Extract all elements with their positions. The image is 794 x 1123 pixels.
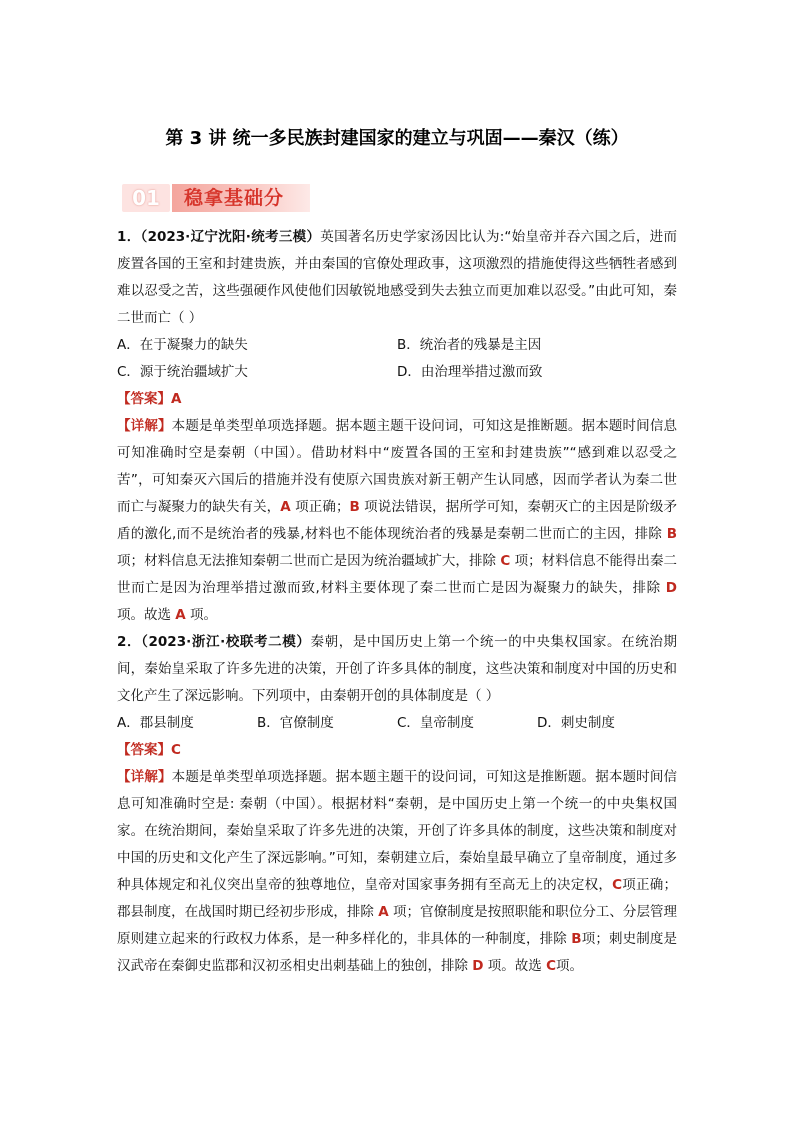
explanation-text: 项。故选 [483,958,547,974]
section-number: 01 [132,186,160,210]
option-ref: A [175,607,186,623]
explanation-text: 项；官僚制度是按照职能和职位分工、分层管理原则建立起来的行政权力体系，是一种多样化的，非具体的一种制度，排除 [117,904,677,947]
question-2-options [117,710,677,737]
explanation-label: 【详解】 [117,769,172,785]
option-ref: B [571,931,582,947]
option-c: C．源于统治疆域扩大 [117,364,248,380]
option-a: A．郡县制度 [117,715,194,731]
question-text: 英国著名历史学家汤因比认为:“始皇帝并吞六国之后，进而废置各国的王室和封建贵族，并由秦国的官僚处理政事，这项激烈的措施使得这些牺牲者感到难以忍受之苦，这些强硬作风使他们因敏锐地感受到失去独立而更加难以忍受。”由此可知，秦二世而亡（ ） [117,229,677,326]
question-text: 秦朝，是中国历史上第一个统一的中央集权国家。在统治期间，秦始皇采取了许多先进的决策，开创了许多具体的制度，这些决策和制度对中国的历史和文化产生了深远影响。下列项中，由秦朝开创的具体制度是（ ） [117,634,677,704]
question-1-explanation [117,413,677,629]
option-d: D．由治理举措过激而致 [397,364,543,380]
answer-value: C [171,742,181,758]
option-a: A．在于凝聚力的缺失 [117,337,248,353]
question-content [117,224,677,980]
question-source: （2023·辽宁沈阳·统考三模） [140,229,321,245]
section-label: 稳拿基础分 [184,187,285,209]
answer-label: 【答案】 [117,742,171,758]
question-2-answer [117,737,677,764]
option-b: B．官僚制度 [257,715,334,731]
explanation-text: 项正确；郡县制度，在战国时期已经初步形成，排除 [117,877,678,920]
explanation-text: 项。故选 [117,607,176,623]
question-2-stem [117,629,677,710]
section-header [122,182,310,214]
answer-value: A [171,391,182,407]
option-ref: A [280,499,291,515]
question-number: 1． [117,229,141,245]
explanation-text: 项；材料信息不能得出秦二世而亡是因为治理举措过激而致,材料主要体现了秦二世而亡是因为凝聚力的缺失，排除 [117,553,677,596]
option-ref: C [612,877,622,893]
question-number: 2． [117,634,142,650]
explanation-text: 项说法错误，据所学可知，秦朝灭亡的主因是阶级矛盾的激化,而不是统治者的残暴,材料也不能体现统治者的残暴是秦朝二世而亡的主因，排除 [117,499,677,542]
question-2-explanation [117,764,677,980]
explanation-text: 项。 [185,607,218,623]
question-1-answer [117,386,677,413]
option-ref: A [378,904,389,920]
question-1-stem [117,224,677,332]
explanation-text: 本题是单类型单项选择题。据本题主题干的设问词，可知这是推断题。据本题时间信息可知准确时空是: 秦朝（中国）。根据材料“秦朝，是中国历史上第一个统一的中央集权国家。在统治期间，秦始皇采取了许多先进的决策，开创了许多具体的制度，这些决策和制度对中国的历史和文化产生了深远影响。”可知，秦朝建立后，秦始皇最早确立了皇帝制度，通过多种具体规定和礼仪突出皇帝的独尊地位，皇帝对国家事务拥有至高无上的决定权， [117,769,678,893]
explanation-text: 本题是单类型单项选择题。据本题主题干设问词，可知这是推断题。据本题时间信息可知准确时空是秦朝（中国）。借助材料中“废置各国的王室和封建贵族”“感到难以忍受之苦”，可知秦灭六国后的措施并没有使原六国贵族对新王朝产生认同感，因而学者认为秦二世而亡与凝聚力的缺失有关， [117,418,678,515]
explanation-text: 项。 [556,958,584,974]
option-d: D．刺史制度 [537,715,615,731]
question-1-options [117,332,677,386]
question-source: （2023·浙江·校联考二模） [141,634,311,650]
option-ref: D [665,580,677,596]
option-c: C．皇帝制度 [397,715,474,731]
option-ref: B [349,499,360,515]
explanation-label: 【详解】 [117,418,172,434]
page-title: 第 3 讲 统一多民族封建国家的建立与巩固——秦汉（练） [165,128,629,149]
option-ref: C [500,553,511,569]
option-ref: D [472,958,484,974]
option-ref: C [546,958,557,974]
explanation-text: 项正确； [290,499,350,515]
option-b: B．统治者的残暴是主因 [397,337,542,353]
explanation-text: 项；刺史制度是汉武帝在秦御史监郡和汉初丞相史出刺基础上的独创，排除 [117,931,678,974]
explanation-text: 项；材料信息无法推知秦朝二世而亡是因为统治疆域扩大，排除 [117,553,501,569]
option-ref: B [666,526,677,542]
answer-label: 【答案】 [117,391,171,407]
